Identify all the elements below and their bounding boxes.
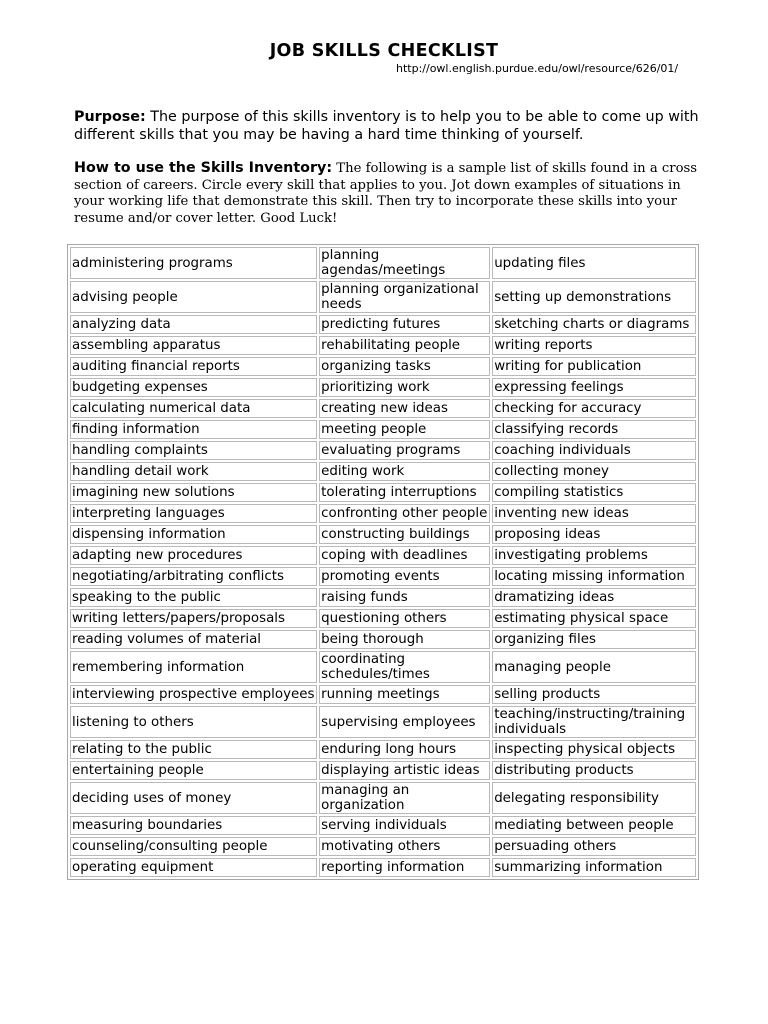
table-row [70, 706, 696, 738]
skill-cell: enduring long hours [319, 740, 490, 759]
skill-cell: motivating others [319, 837, 490, 856]
skill-cell: measuring boundaries [70, 816, 317, 835]
skill-cell: interpreting languages [70, 504, 317, 523]
howto-label: How to use the Skills Inventory: [74, 160, 333, 176]
skill-cell: delegating responsibility [492, 782, 696, 814]
skill-cell: adapting new procedures [70, 546, 317, 565]
skill-cell: collecting money [492, 462, 696, 481]
skill-cell: checking for accuracy [492, 399, 696, 418]
skill-cell: analyzing data [70, 315, 317, 334]
skill-cell: remembering information [70, 651, 317, 683]
table-row [70, 685, 696, 704]
skill-cell: planning agendas/meetings [319, 247, 490, 279]
skill-cell: assembling apparatus [70, 336, 317, 355]
skill-cell: imagining new solutions [70, 483, 317, 502]
skill-cell: finding information [70, 420, 317, 439]
skill-cell: expressing feelings [492, 378, 696, 397]
skill-cell: compiling statistics [492, 483, 696, 502]
skill-cell: locating missing information [492, 567, 696, 586]
skill-cell: editing work [319, 462, 490, 481]
source-url: http://owl.english.purdue.edu/owl/resource/626/01/ [396, 62, 679, 75]
skill-cell: running meetings [319, 685, 490, 704]
skills-table [67, 244, 699, 880]
skill-cell: writing reports [492, 336, 696, 355]
table-row [70, 816, 696, 835]
skill-cell: displaying artistic ideas [319, 761, 490, 780]
table-row [70, 315, 696, 334]
skill-cell: organizing tasks [319, 357, 490, 376]
skill-cell: inventing new ideas [492, 504, 696, 523]
skill-cell: dramatizing ideas [492, 588, 696, 607]
skill-cell: reporting information [319, 858, 490, 877]
table-row [70, 740, 696, 759]
skill-cell: relating to the public [70, 740, 317, 759]
table-row [70, 441, 696, 460]
table-row [70, 247, 696, 279]
skill-cell: estimating physical space [492, 609, 696, 628]
skill-cell: selling products [492, 685, 696, 704]
skill-cell: coaching individuals [492, 441, 696, 460]
skill-cell: auditing financial reports [70, 357, 317, 376]
skill-cell: inspecting physical objects [492, 740, 696, 759]
skill-cell: mediating between people [492, 816, 696, 835]
howto-text: The following is a sample list of skills found in a cross section of careers. Circle every skill that applies to you. Jot down examples of situations in your working life that demonstrate this skill. Then try to incorporate these skills into your resume and/or cover letter. Good Luck! [74, 161, 698, 226]
skill-cell: budgeting expenses [70, 378, 317, 397]
skill-cell: managing an organization [319, 782, 490, 814]
purpose-paragraph [74, 108, 714, 144]
skill-cell: proposing ideas [492, 525, 696, 544]
skill-cell: organizing files [492, 630, 696, 649]
table-row [70, 782, 696, 814]
skill-cell: deciding uses of money [70, 782, 317, 814]
table-row [70, 378, 696, 397]
skill-cell: being thorough [319, 630, 490, 649]
skill-cell: rehabilitating people [319, 336, 490, 355]
skill-cell: speaking to the public [70, 588, 317, 607]
table-row [70, 420, 696, 439]
table-row [70, 281, 696, 313]
skill-cell: coping with deadlines [319, 546, 490, 565]
skill-cell: calculating numerical data [70, 399, 317, 418]
skill-cell: setting up demonstrations [492, 281, 696, 313]
skill-cell: teaching/instructing/training individuals [492, 706, 696, 738]
skill-cell: writing letters/papers/proposals [70, 609, 317, 628]
skill-cell: confronting other people [319, 504, 490, 523]
skill-cell: sketching charts or diagrams [492, 315, 696, 334]
skills-table-body [70, 247, 696, 877]
skill-cell: raising funds [319, 588, 490, 607]
table-row [70, 761, 696, 780]
purpose-label: Purpose: [74, 109, 146, 125]
skill-cell: advising people [70, 281, 317, 313]
skill-cell: constructing buildings [319, 525, 490, 544]
skill-cell: predicting futures [319, 315, 490, 334]
skill-cell: counseling/consulting people [70, 837, 317, 856]
skill-cell: operating equipment [70, 858, 317, 877]
skill-cell: handling complaints [70, 441, 317, 460]
table-row [70, 858, 696, 877]
skill-cell: writing for publication [492, 357, 696, 376]
skill-cell: persuading others [492, 837, 696, 856]
skill-cell: reading volumes of material [70, 630, 317, 649]
table-row [70, 525, 696, 544]
skill-cell: investigating problems [492, 546, 696, 565]
table-row [70, 651, 696, 683]
skill-cell: planning organizational needs [319, 281, 490, 313]
skill-cell: meeting people [319, 420, 490, 439]
skill-cell: prioritizing work [319, 378, 490, 397]
skill-cell: serving individuals [319, 816, 490, 835]
skill-cell: negotiating/arbitrating conflicts [70, 567, 317, 586]
skill-cell: administering programs [70, 247, 317, 279]
skill-cell: updating files [492, 247, 696, 279]
skill-cell: dispensing information [70, 525, 317, 544]
skill-cell: interviewing prospective employees [70, 685, 317, 704]
skill-cell: promoting events [319, 567, 490, 586]
skill-cell: supervising employees [319, 706, 490, 738]
skill-cell: classifying records [492, 420, 696, 439]
table-row [70, 609, 696, 628]
table-row [70, 462, 696, 481]
skill-cell: questioning others [319, 609, 490, 628]
skill-cell: listening to others [70, 706, 317, 738]
table-row [70, 483, 696, 502]
table-row [70, 567, 696, 586]
table-row [70, 588, 696, 607]
skill-cell: entertaining people [70, 761, 317, 780]
skill-cell: distributing products [492, 761, 696, 780]
skill-cell: managing people [492, 651, 696, 683]
table-row [70, 546, 696, 565]
skill-cell: tolerating interruptions [319, 483, 490, 502]
skill-cell: summarizing information [492, 858, 696, 877]
table-row [70, 336, 696, 355]
table-row [70, 357, 696, 376]
howto-paragraph [74, 160, 714, 227]
page-title: JOB SKILLS CHECKLIST [269, 41, 499, 61]
skill-cell: creating new ideas [319, 399, 490, 418]
skill-cell: coordinating schedules/times [319, 651, 490, 683]
skill-cell: evaluating programs [319, 441, 490, 460]
table-row [70, 399, 696, 418]
skill-cell: handling detail work [70, 462, 317, 481]
table-row [70, 504, 696, 523]
table-row [70, 837, 696, 856]
table-row [70, 630, 696, 649]
purpose-text: The purpose of this skills inventory is to help you to be able to come up with different skills that you may be having a hard time thinking of yourself. [74, 109, 699, 143]
